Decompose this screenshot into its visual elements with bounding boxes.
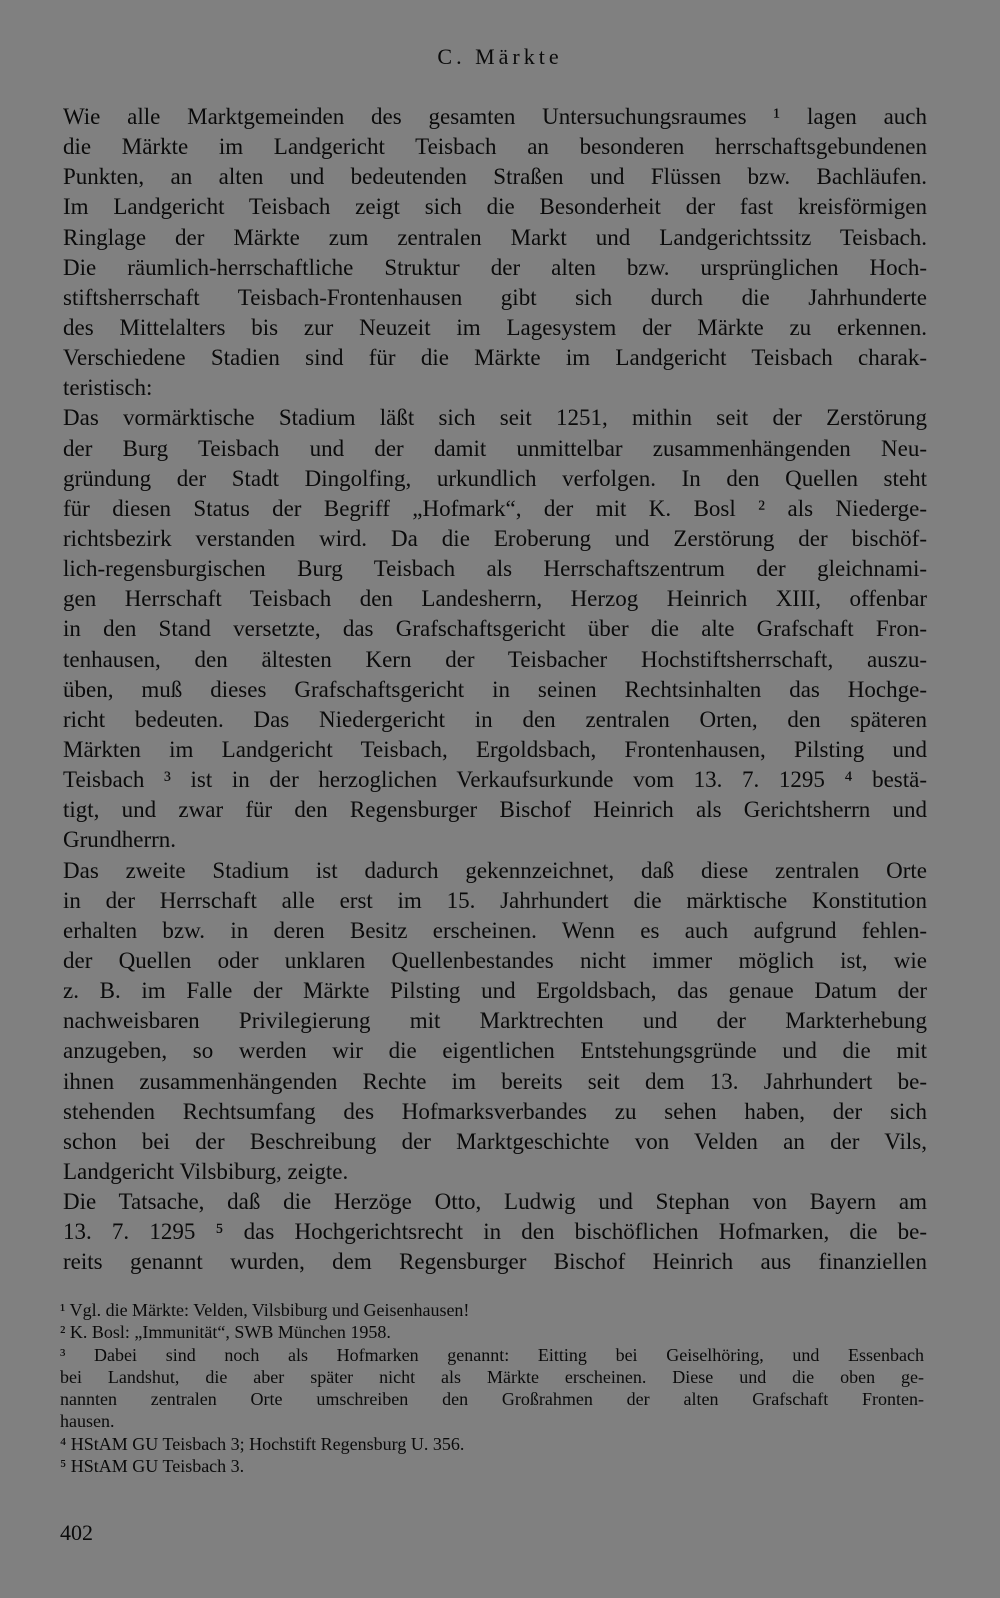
body-line: schon bei der Beschreibung der Marktgeschichte von Velden an der Vils,	[63, 1128, 927, 1154]
body-line: Grundherrn.	[63, 827, 177, 853]
body-line: Die räumlich-herrschaftliche Struktur der alten bzw. ursprünglichen Hoch-	[63, 254, 927, 280]
footnote-line: hausen.	[60, 1411, 115, 1432]
body-line: gen Herrschaft Teisbach den Landesherrn, Herzog Heinrich XIII, offenbar	[63, 586, 927, 612]
body-line: lich-regensburgischen Burg Teisbach als Herrschaftszentrum der gleichnami-	[63, 556, 927, 582]
body-line: ihnen zusammenhängenden Rechte im bereits seit dem 13. Jahrhundert be-	[63, 1068, 927, 1094]
body-line: Das zweite Stadium ist dadurch gekennzeichnet, daß diese zentralen Orte	[63, 857, 927, 883]
page-title: C. Märkte	[437, 44, 563, 69]
body-line: richt bedeuten. Das Niedergericht in den zentralen Orten, den späteren	[63, 706, 927, 732]
body-line: nachweisbaren Privilegierung mit Marktrechten und der Markterhebung	[63, 1008, 927, 1034]
body-text	[63, 102, 927, 1277]
body-line: die Märkte im Landgericht Teisbach an besonderen herrschaftsgebundenen	[63, 134, 927, 160]
body-line: üben, muß dieses Grafschaftsgericht in seinen Rechtsinhalten das Hochge-	[63, 676, 927, 702]
footnote-line: ¹ Vgl. die Märkte: Velden, Vilsbiburg und Geisenhausen!	[60, 1300, 470, 1320]
body-line: Teisbach ³ ist in der herzoglichen Verkaufsurkunde vom 13. 7. 1295 ⁴ bestä-	[63, 767, 927, 793]
body-line: tigt, und zwar für den Regensburger Bischof Heinrich als Gerichtsherrn und	[63, 797, 927, 823]
body-line: der Burg Teisbach und der damit unmittelbar zusammenhängenden Neu-	[63, 435, 927, 461]
body-line: für diesen Status der Begriff „Hofmark“, der mit K. Bosl ² als Niederge-	[63, 495, 927, 521]
body-line: tenhausen, den ältesten Kern der Teisbacher Hochstiftsherrschaft, auszu-	[63, 646, 927, 672]
footnote-line: ⁵ HStAM GU Teisbach 3.	[60, 1456, 245, 1477]
body-line: der Quellen oder unklaren Quellenbestandes nicht immer möglich ist, wie	[63, 947, 927, 973]
body-line: anzugeben, so werden wir die eigentlichen Entstehungsgründe und die mit	[63, 1038, 927, 1064]
body-line: Die Tatsache, daß die Herzöge Otto, Ludwig und Stephan von Bayern am	[63, 1189, 927, 1215]
body-line: Märkten im Landgericht Teisbach, Ergoldsbach, Frontenhausen, Pilsting und	[63, 736, 927, 762]
body-line: reits genannt wurden, dem Regensburger Bischof Heinrich aus finanziellen	[63, 1249, 927, 1275]
page-number: 402	[60, 1520, 93, 1545]
footnote-line: nannten zentralen Orte umschreiben den Großrahmen der alten Grafschaft Fronten-	[60, 1389, 924, 1410]
body-line: gründung der Stadt Dingolfing, urkundlich verfolgen. In den Quellen steht	[63, 465, 927, 491]
body-line: Punkten, an alten und bedeutenden Straßen und Flüssen bzw. Bachläufen.	[63, 164, 927, 190]
body-line: 13. 7. 1295 ⁵ das Hochgerichtsrecht in den bischöflichen Hofmarken, die be-	[63, 1219, 927, 1245]
body-line: richtsbezirk verstanden wird. Da die Eroberung und Zerstörung der bischöf-	[63, 525, 927, 551]
body-line: z. B. im Falle der Märkte Pilsting und Ergoldsbach, das genaue Datum der	[63, 978, 927, 1004]
body-line: des Mittelalters bis zur Neuzeit im Lagesystem der Märkte zu erkennen.	[63, 314, 927, 340]
footnote-line: ⁴ HStAM GU Teisbach 3; Hochstift Regensburg U. 356.	[60, 1433, 465, 1454]
body-line: erhalten bzw. in deren Besitz erscheinen. Wenn es auch aufgrund fehlen-	[63, 917, 927, 943]
body-line: Landgericht Vilsbiburg, zeigte.	[63, 1158, 349, 1184]
body-line: Ringlage der Märkte zum zentralen Markt und Landgerichtssitz Teisbach.	[63, 224, 927, 250]
body-line: Verschiedene Stadien sind für die Märkte im Landgericht Teisbach charak-	[63, 345, 927, 371]
body-line: in den Stand versetzte, das Grafschaftsgericht über die alte Grafschaft Fron-	[63, 616, 927, 642]
footnote-line: ³ Dabei sind noch als Hofmarken genannt: Eitting bei Geiselhöring, und Essenbach	[60, 1344, 924, 1365]
footnote-line: ² K. Bosl: „Immunität“, SWB München 1958.	[60, 1322, 391, 1343]
body-line: in der Herrschaft alle erst im 15. Jahrhundert die märktische Konstitution	[63, 887, 927, 913]
body-line: Das vormärktische Stadium läßt sich seit 1251, mithin seit der Zerstörung	[63, 405, 927, 431]
body-line: Im Landgericht Teisbach zeigt sich die Besonderheit der fast kreisförmigen	[63, 194, 927, 220]
body-line: Wie alle Marktgemeinden des gesamten Untersuchungsraumes ¹ lagen auch	[63, 104, 927, 129]
footnote-line: bei Landshut, die aber später nicht als Märkte erscheinen. Diese und die oben ge-	[60, 1366, 924, 1387]
body-line: stiftsherrschaft Teisbach-Frontenhausen gibt sich durch die Jahrhunderte	[63, 284, 927, 310]
body-line: teristisch:	[63, 375, 153, 401]
footnotes	[60, 1299, 924, 1477]
body-line: stehenden Rechtsumfang des Hofmarksverbandes zu sehen haben, der sich	[63, 1098, 927, 1124]
